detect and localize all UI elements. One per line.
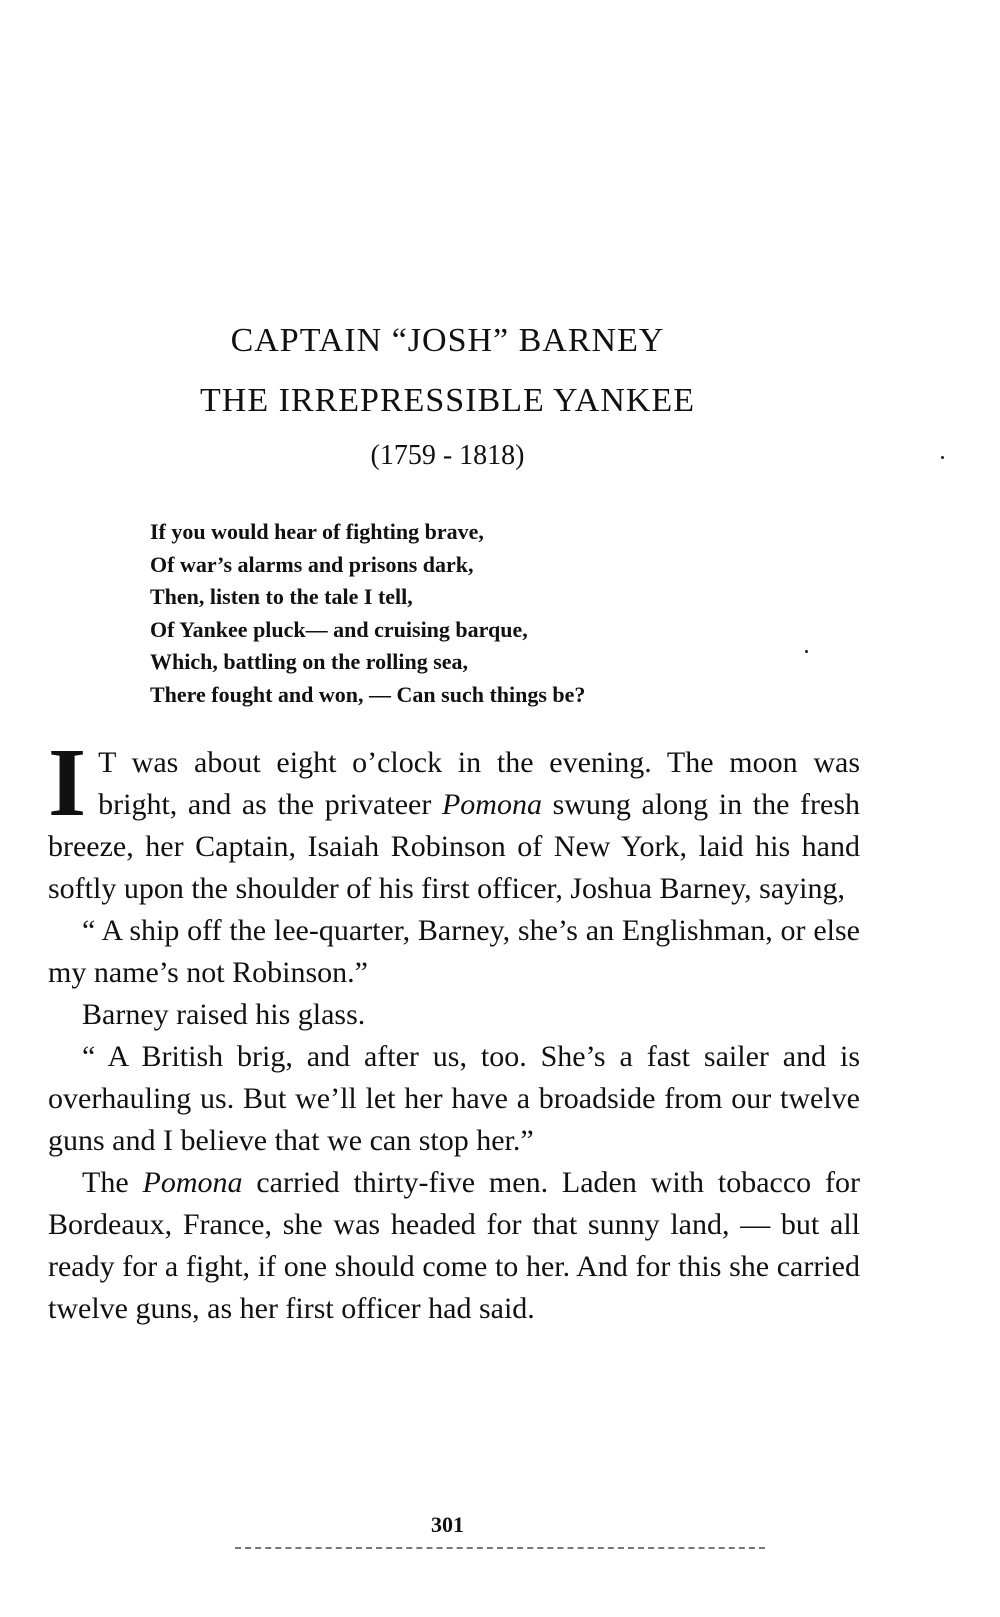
body-text — [48, 729, 861, 1330]
paragraph: “ A British brig, and after us, too. She’s a fast sailer and is overhauling us. But we’ll let her have a broadside from our twelve guns and I believe that we can stop her.” — [48, 1040, 860, 1157]
verse-line: Of Yankee pluck— and cruising barque, — [150, 616, 528, 642]
page-number: 301 — [431, 1512, 464, 1537]
chapter-dates: (1759 - 1818) — [370, 440, 525, 471]
verse-line: Which, battling on the rolling sea, — [150, 649, 469, 674]
ship-name: Pomona — [142, 1166, 243, 1199]
paragraph — [48, 1162, 860, 1330]
verse-line: There fought and won, — Can such things be? — [150, 681, 586, 707]
paragraph-text: carried thirty-five men. Laden with tobacco for Bordeaux, France, she was headed for that sunny land, — but all ready for a fight, if one should come to her. And for this she carried twelve guns, as her first officer had said. — [48, 1166, 861, 1325]
drop-cap: I — [48, 729, 87, 837]
epigraph-verse — [150, 516, 850, 711]
chapter-subtitle: THE IRREPRESSIBLE YANKEE — [200, 382, 695, 419]
paragraph — [48, 729, 860, 910]
verse-line: If you would hear of fighting brave, — [150, 519, 484, 544]
ship-name: Pomona — [441, 788, 542, 821]
scan-artifact-marks — [235, 1547, 765, 1549]
chapter-title: CAPTAIN “JOSH” BARNEY — [230, 322, 665, 359]
paragraph-text: T was about eight o’clock in the evening. The moon was bright, and as the privateer — [98, 746, 860, 821]
paragraph-text: swung along in the fresh breeze, her Captain, Isaiah Robinson of New York, laid his hand softly upon the shoulder of his first officer, Joshua Barney, saying, — [48, 788, 860, 905]
paragraph: “ A ship off the lee-quarter, Barney, she’s an Englishman, or else my name’s not Robinson.” — [48, 914, 860, 989]
paragraph-text: The — [82, 1166, 143, 1199]
print-speck — [941, 456, 944, 459]
verse-line: Of war’s alarms and prisons dark, — [150, 551, 474, 577]
verse-line: Then, listen to the tale I tell, — [150, 584, 413, 609]
print-speck — [805, 650, 808, 653]
paragraph: Barney raised his glass. — [82, 998, 366, 1031]
